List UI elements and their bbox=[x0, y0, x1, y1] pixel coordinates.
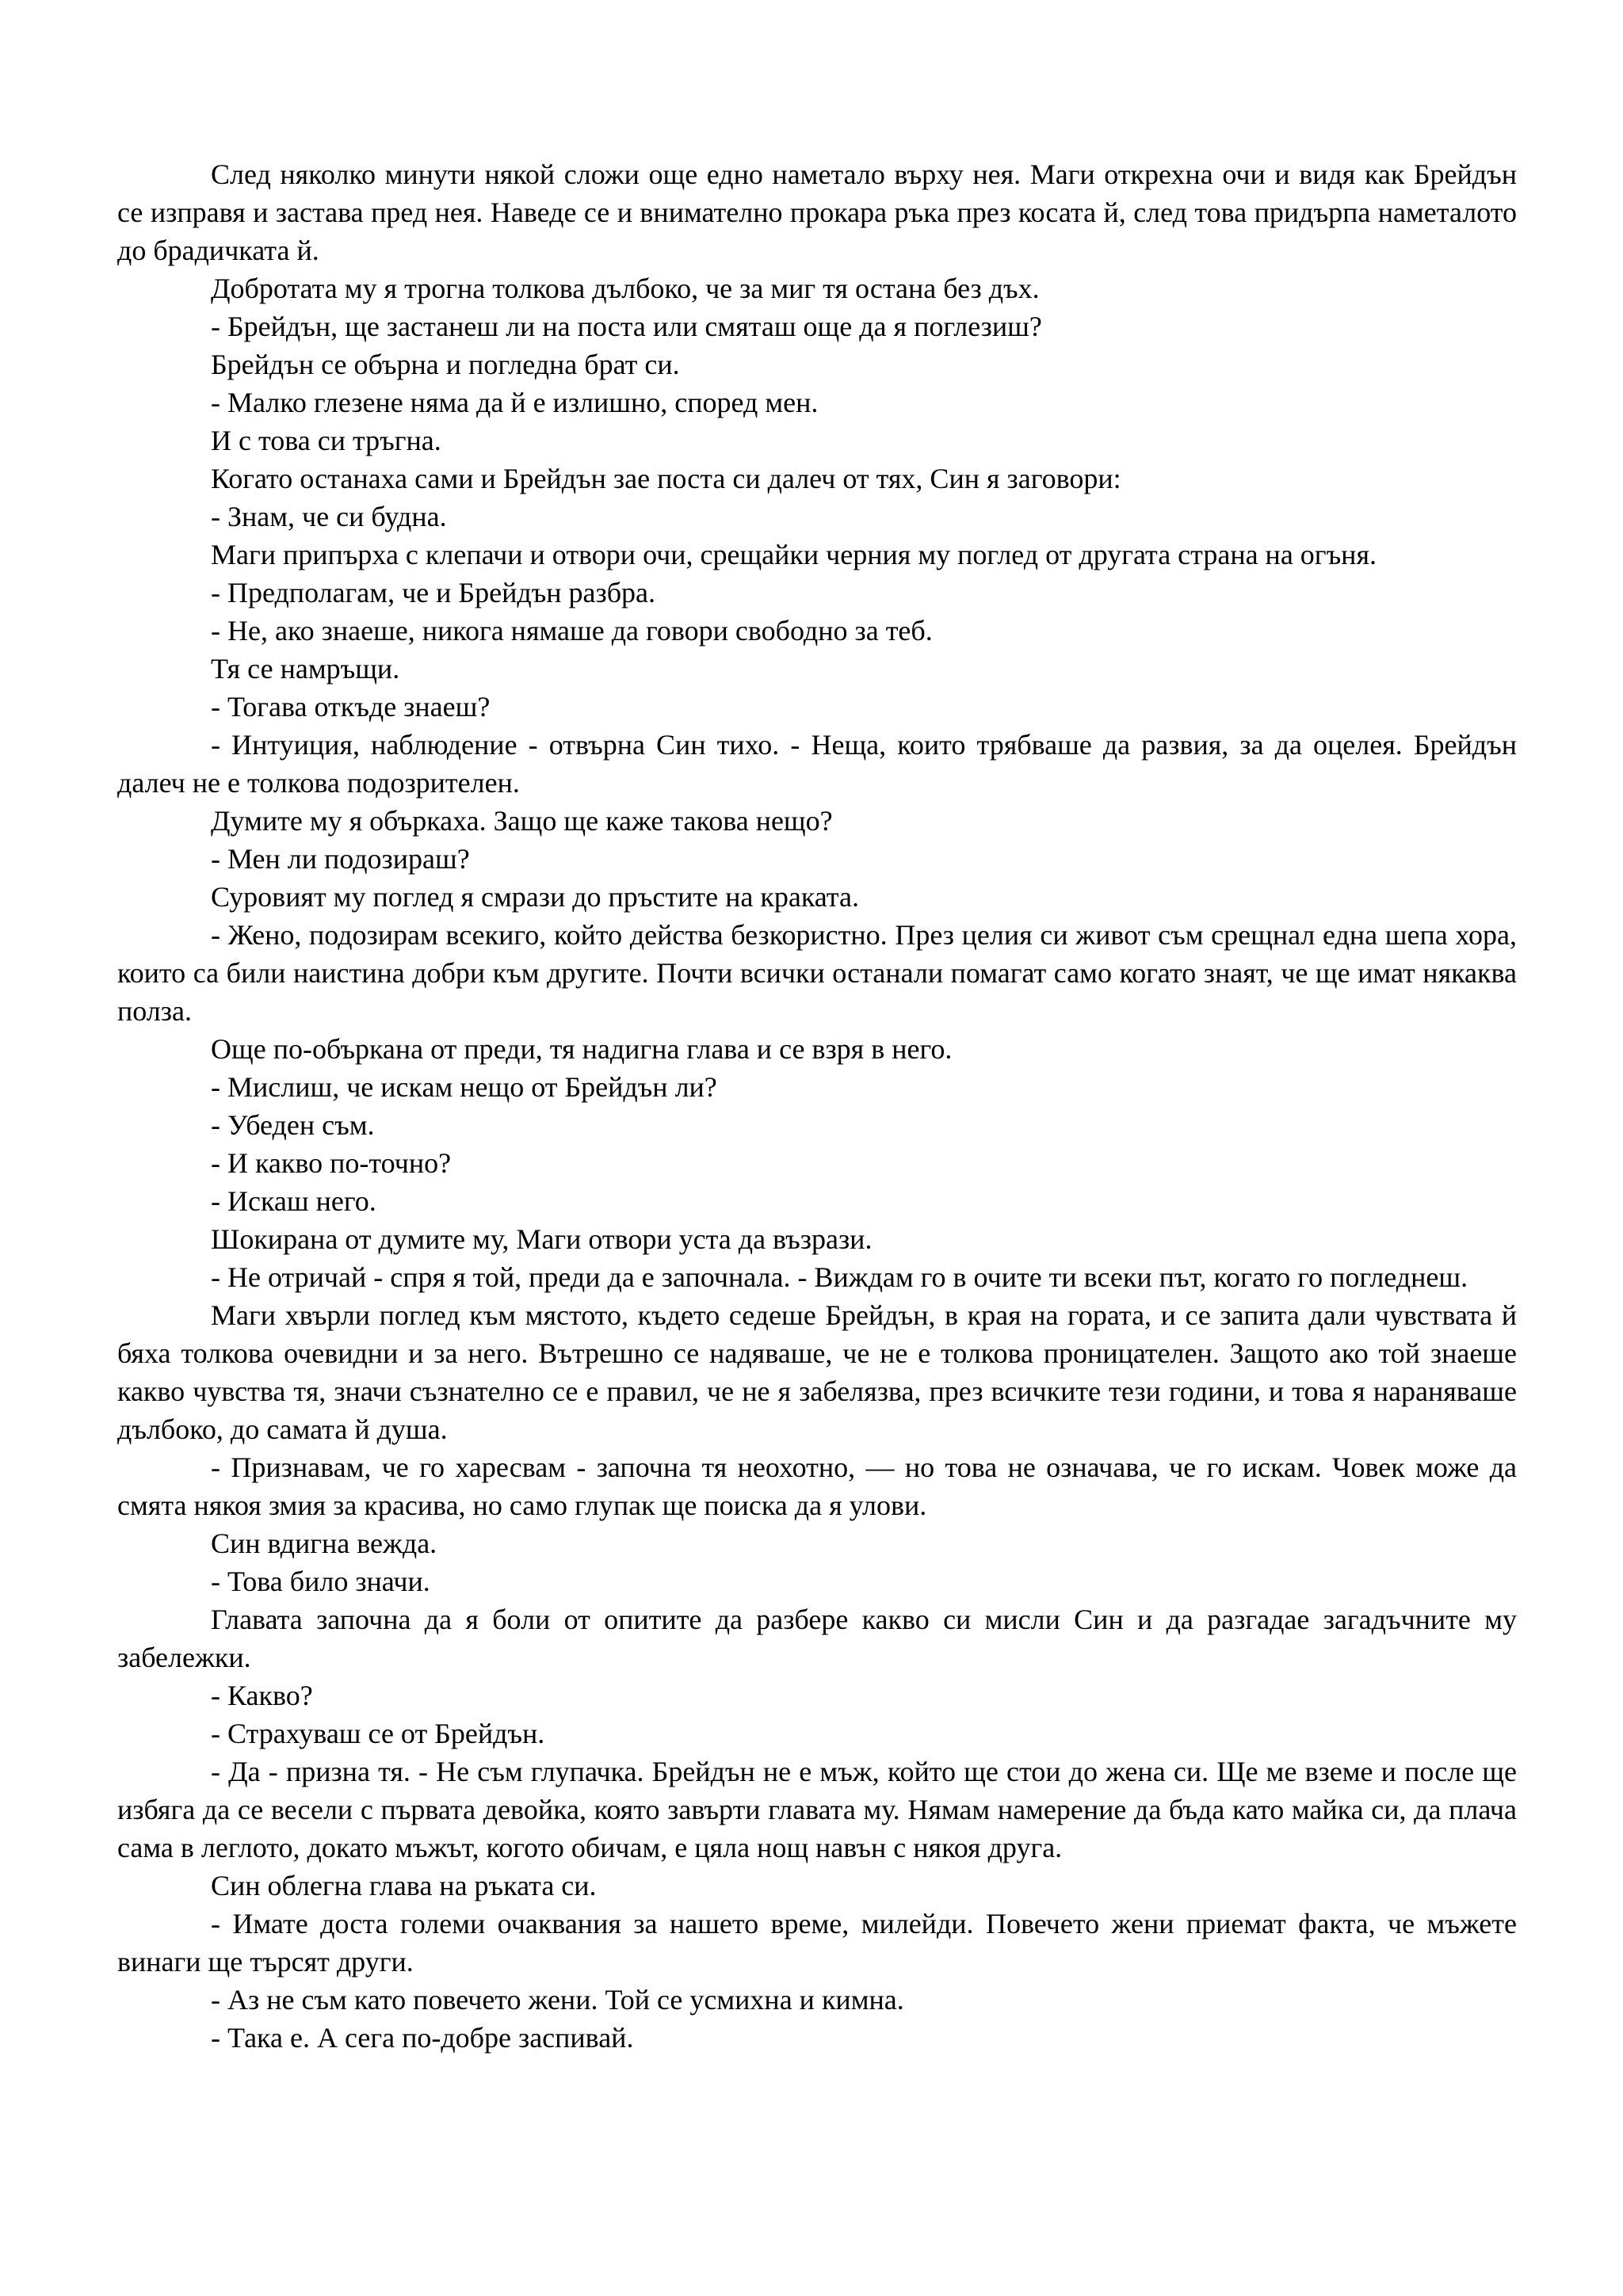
paragraph: Маги хвърли поглед към мястото, където седеше Брейдън, в края на гората, и се запита дали чувствата й бяха толкова очевидни и за него. Вътрешно се надяваше, че не е толкова проницателен. Защото ако той знаеше какво чувства тя, значи съзнателно се е правил, че не я забелязва, през всичките тези години, и това я нараняваше дълбоко, до самата й душа. bbox=[117, 1299, 1517, 1445]
paragraph: Добротата му я трогна толкова дълбоко, че за миг тя остана без дъх. bbox=[211, 273, 1040, 304]
paragraph: И с това си тръгна. bbox=[211, 425, 441, 456]
paragraph: - Брейдън, ще застанеш ли на поста или смяташ още да я поглезиш? bbox=[211, 311, 1042, 342]
paragraph: - Мен ли подозираш? bbox=[211, 843, 470, 875]
paragraph: Шокирана от думите му, Маги отвори уста да възрази. bbox=[211, 1223, 873, 1255]
paragraph: - Имате доста големи очаквания за нашето време, милейди. Повечето жени приемат факта, че мъжете винаги ще търсят други. bbox=[117, 1908, 1517, 1978]
paragraph: Брейдън се обърна и погледна брат си. bbox=[211, 349, 680, 380]
paragraph: - Не отричай - спря я той, преди да е започнала. - Виждам го в очите ти всеки път, когато го погледнеш. bbox=[211, 1261, 1468, 1293]
paragraph: - Мислиш, че искам нещо от Брейдън ли? bbox=[211, 1071, 717, 1103]
paragraph: - Искаш него. bbox=[211, 1185, 376, 1217]
paragraph: След няколко минути някой сложи още едно наметало върху нея. Маги открехна очи и видя как Брейдън се изправя и застава пред нея. Наведе се и внимателно прокара ръка през косата й, след това придърпа наметалото до брадичката й. bbox=[117, 158, 1517, 266]
paragraph: - И какво по-точно? bbox=[211, 1147, 452, 1179]
paragraph: - Малко глезене няма да й е излишно, според мен. bbox=[211, 387, 819, 418]
paragraph: Маги припърха с клепачи и отвори очи, срещайки черния му поглед от другата страна на огъня. bbox=[211, 539, 1377, 570]
paragraph: - Интуиция, наблюдение - отвърна Син тихо. - Неща, които трябваше да развия, за да оцелея. Брейдън далеч не е толкова подозрителен. bbox=[117, 729, 1517, 799]
paragraph: - Знам, че си будна. bbox=[211, 501, 447, 532]
paragraph: Главата започна да я боли от опитите да разбере какво си мисли Син и да разгадае загадъчните му забележки. bbox=[117, 1604, 1517, 1673]
paragraph: Когато останаха сами и Брейдън зае поста си далеч от тях, Син я заговори: bbox=[211, 463, 1121, 494]
paragraph: - Признавам, че го харесвам - започна тя неохотно, — но това не означава, че го искам. Човек може да смята някоя змия за красива, но само глупак ще поиска да я улови. bbox=[117, 1451, 1517, 1521]
paragraph: - Тогава откъде знаеш? bbox=[211, 691, 491, 723]
paragraph: - Да - призна тя. - Не съм глупачка. Брейдън не е мъж, който ще стои до жена си. Ще ме вземе и после ще избяга да се весели с първата девойка, която завърти главата му. Нямам намерение да бъда като майка си, да плача сама в леглото, докато мъжът, когото обичам, е цяла нощ навън с някоя друга. bbox=[117, 1756, 1517, 1863]
paragraph: - Убеден съм. bbox=[211, 1109, 375, 1141]
paragraph: Суровият му поглед я смрази до пръстите на краката. bbox=[211, 881, 859, 913]
document-page bbox=[117, 155, 1517, 2057]
paragraph: - Това било значи. bbox=[211, 1566, 430, 1597]
paragraph: - Какво? bbox=[211, 1680, 313, 1711]
paragraph: - Предполагам, че и Брейдън разбра. bbox=[211, 577, 656, 608]
paragraph: - Жено, подозирам всекиго, който действа безкористно. През целия си живот съм срещнал една шепа хора, които са били наистина добри към другите. Почти всички останали помагат само когато знаят, че ще имат някаква полза. bbox=[117, 919, 1517, 1027]
paragraph: - Не, ако знаеше, никога нямаше да говори свободно за теб. bbox=[211, 615, 933, 646]
paragraph: Тя се намръщи. bbox=[211, 653, 400, 685]
paragraph: Думите му я объркаха. Защо ще каже такова нещо? bbox=[211, 805, 833, 837]
paragraph: - Аз не съм като повечето жени. Той се усмихна и кимна. bbox=[211, 1984, 904, 2016]
paragraph: Още по-объркана от преди, тя надигна глава и се взря в него. bbox=[211, 1033, 953, 1065]
paragraph: Син облегна глава на ръката си. bbox=[211, 1870, 597, 1901]
paragraph: - Така е. А сега по-добре заспивай. bbox=[211, 2022, 634, 2054]
paragraph: Син вдигна вежда. bbox=[211, 1527, 437, 1559]
paragraph: - Страхуваш се от Брейдън. bbox=[211, 1718, 545, 1749]
